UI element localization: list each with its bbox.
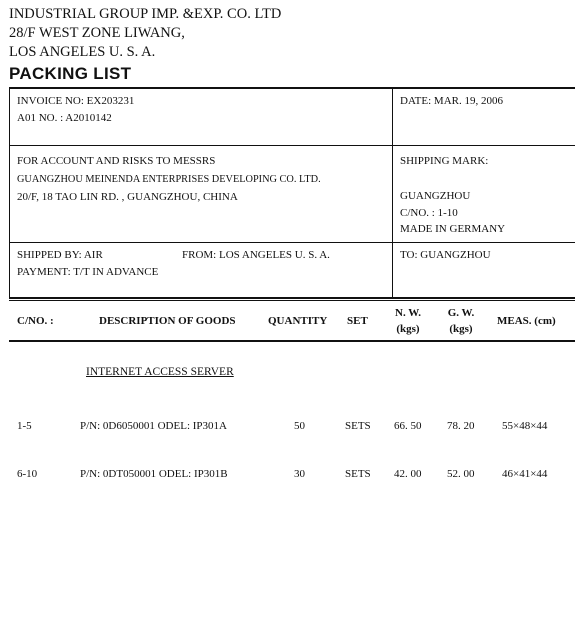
invoice-no [17, 94, 134, 109]
col-header-nw: N. W. [395, 307, 421, 319]
row2-set: SETS [345, 468, 371, 480]
date-label: DATE: [400, 95, 432, 107]
divider-account [9, 242, 575, 243]
row2-nw: 42. 00 [394, 468, 422, 480]
col-header-gw-unit: (kgs) [449, 323, 473, 335]
destination: TO: GUANGZHOU [400, 249, 491, 261]
company-name: INDUSTRIAL GROUP IMP. &EXP. CO. LTD [9, 6, 282, 22]
shipping-mark-label: SHIPPING MARK: [400, 155, 489, 167]
invoice-no-label: INVOICE NO: [17, 95, 84, 107]
account-company: GUANGZHOU MEINENDA ENTERPRISES DEVELOPING CO. LTD. [17, 174, 321, 185]
company-address-line1: 28/F WEST ZONE LIWANG, [9, 25, 185, 41]
account-heading: FOR ACCOUNT AND RISKS TO MESSRS [17, 155, 216, 167]
column-divider [392, 88, 393, 298]
a01-no [17, 111, 112, 126]
row1-nw: 66. 50 [394, 420, 422, 432]
date-value: MAR. 19, 2006 [433, 95, 503, 107]
invoice-date [400, 94, 503, 109]
row1-gw: 78. 20 [447, 420, 475, 432]
account-address: 20/F, 18 TAO LIN RD. , GUANGZHOU, CHINA [17, 191, 238, 203]
row1-description: P/N: 0D6050001 ODEL: IP301A [80, 420, 227, 432]
shipped-by: SHIPPED BY: AIR [17, 249, 103, 261]
col-header-cno: C/NO. : [17, 315, 54, 327]
col-header-nw-unit: (kgs) [396, 323, 420, 335]
divider-invoice [9, 145, 575, 146]
a01-no-value: A2010142 [65, 112, 112, 124]
company-address-line2: LOS ANGELES U. S. A. [9, 44, 156, 60]
shipping-mark-line3: MADE IN GERMANY [400, 223, 506, 235]
row2-gw: 52. 00 [447, 468, 475, 480]
section-title: INTERNET ACCESS SERVER [86, 366, 234, 378]
shipped-from: FROM: LOS ANGELES U. S. A. [182, 249, 330, 261]
col-header-quantity: QUANTITY [268, 315, 328, 327]
payment-terms: PAYMENT: T/T IN ADVANCE [17, 266, 159, 278]
divider-table-top-2 [9, 300, 575, 301]
shipping-mark-line2: C/NO. : 1-10 [400, 207, 458, 219]
document-title: PACKING LIST [9, 64, 132, 83]
invoice-no-value: EX203231 [86, 95, 135, 107]
col-header-set: SET [347, 315, 368, 327]
row2-quantity: 30 [294, 468, 305, 480]
row2-meas: 46×41×44 [502, 468, 548, 480]
divider-table-header [9, 340, 575, 342]
col-header-description: DESCRIPTION OF GOODS [99, 315, 236, 327]
row2-description: P/N: 0DT050001 ODEL: IP301B [80, 468, 228, 480]
shipping-mark-line1: GUANGZHOU [400, 190, 471, 202]
border-left [9, 88, 10, 298]
row1-meas: 55×48×44 [502, 420, 548, 432]
row1-quantity: 50 [294, 420, 305, 432]
col-header-meas: MEAS. (cm) [497, 315, 556, 327]
divider-top [9, 87, 575, 89]
row1-set: SETS [345, 420, 371, 432]
divider-table-top-1 [9, 297, 575, 299]
col-header-gw: G. W. [447, 307, 475, 319]
row1-cno: 1-5 [17, 420, 32, 432]
row2-cno: 6-10 [17, 468, 38, 480]
a01-no-label: A01 NO. : [17, 112, 64, 124]
